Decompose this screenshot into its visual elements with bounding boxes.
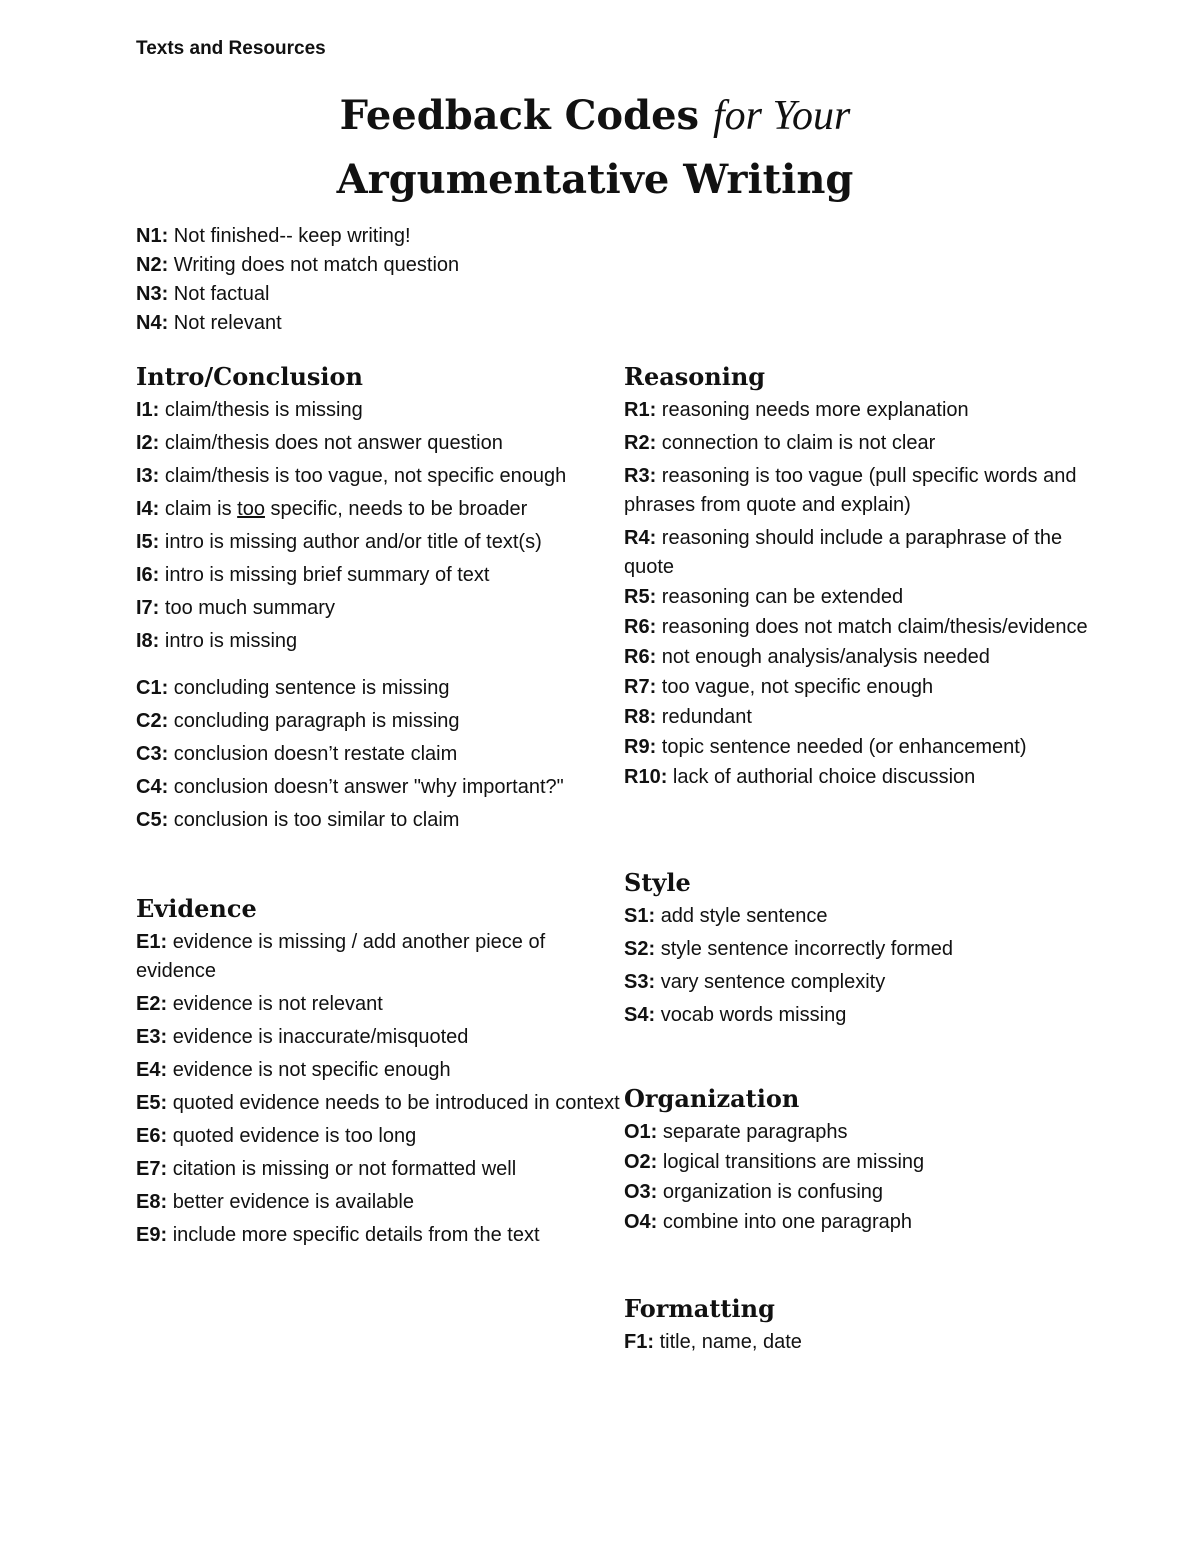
list-item: C4: conclusion doesn’t answer "why important?" (136, 776, 564, 798)
list-item: S3: vary sentence complexity (624, 971, 886, 993)
section-heading: Organization (624, 1084, 800, 1113)
list-item: R9: topic sentence needed (or enhancement) (624, 736, 1027, 758)
list-item: E2: evidence is not relevant (136, 993, 383, 1015)
list-item: N2: Writing does not match question (136, 254, 460, 276)
section-organization (624, 1084, 1114, 1238)
section-heading: Style (624, 868, 691, 897)
title-main: Feedback Codes (339, 92, 700, 139)
list-item: N4: Not relevant (136, 312, 282, 334)
section-evidence (136, 894, 626, 1254)
list-item: O2: logical transitions are missing (624, 1151, 925, 1173)
list-item: R2: connection to claim is not clear (624, 432, 936, 454)
list-item: F1: title, name, date (624, 1331, 802, 1353)
page-header: Texts and Resources (136, 38, 326, 59)
list-item: C5: conclusion is too similar to claim (136, 809, 460, 831)
section-heading: Intro/Conclusion (136, 362, 364, 391)
list-item: E8: better evidence is available (136, 1191, 414, 1213)
list-item: E7: citation is missing or not formatted well (136, 1158, 517, 1180)
right-column (624, 0, 1114, 1553)
list-item: E1: evidence is missing / add another piece of evidence (136, 931, 546, 982)
list-item: E3: evidence is inaccurate/misquoted (136, 1026, 469, 1048)
list-item: N1: Not finished-- keep writing! (136, 225, 411, 247)
list-item: C2: concluding paragraph is missing (136, 710, 460, 732)
list-item: S4: vocab words missing (624, 1004, 847, 1026)
list-item: I1: claim/thesis is missing (136, 399, 363, 421)
list-item: I7: too much summary (136, 597, 335, 619)
list-item: E6: quoted evidence is too long (136, 1125, 417, 1147)
list-item: R8: redundant (624, 706, 752, 728)
left-column (136, 0, 626, 1553)
list-item: I5: intro is missing author and/or title of text(s) (136, 531, 542, 553)
section-formatting (624, 1294, 1114, 1361)
list-item: R1: reasoning needs more explanation (624, 399, 969, 421)
list-item: E5: quoted evidence needs to be introduced in context (136, 1092, 620, 1114)
list-item: S2: style sentence incorrectly formed (624, 938, 954, 960)
section-intro-conclusion (136, 362, 626, 839)
list-item: I4: claim is too specific, needs to be broader (136, 498, 528, 520)
list-item: S1: add style sentence (624, 905, 828, 927)
list-item: I8: intro is missing (136, 630, 298, 652)
section-heading: Evidence (136, 894, 257, 923)
list-item: R3: reasoning is too vague (pull specific words and phrases from quote and explain) (624, 465, 1077, 516)
list-item: O1: separate paragraphs (624, 1121, 848, 1143)
list-item: O3: organization is confusing (624, 1181, 884, 1203)
list-item: R7: too vague, not specific enough (624, 676, 934, 698)
title-line-2: Argumentative Writing (336, 156, 854, 203)
title-accent: for Your (712, 93, 851, 139)
list-item: I3: claim/thesis is too vague, not specific enough (136, 465, 567, 487)
list-item: N3: Not factual (136, 283, 270, 305)
list-item: C3: conclusion doesn’t restate claim (136, 743, 458, 765)
section-heading: Reasoning (624, 362, 766, 391)
list-item: R6: reasoning does not match claim/thesis/evidence (624, 616, 1088, 638)
list-item: R4: reasoning should include a paraphrase of the quote (624, 527, 1063, 578)
list-item: O4: combine into one paragraph (624, 1211, 912, 1233)
list-item: R5: reasoning can be extended (624, 586, 904, 608)
section-reasoning (624, 362, 1114, 793)
list-item: R6: not enough analysis/analysis needed (624, 646, 990, 668)
list-item: I2: claim/thesis does not answer question (136, 432, 503, 454)
list-item: I6: intro is missing brief summary of text (136, 564, 490, 586)
section-heading: Formatting (624, 1294, 775, 1323)
list-item: C1: concluding sentence is missing (136, 677, 450, 699)
section-style (624, 868, 1114, 1034)
list-item: E9: include more specific details from the text (136, 1224, 540, 1246)
list-item: R10: lack of authorial choice discussion (624, 766, 976, 788)
list-item: E4: evidence is not specific enough (136, 1059, 451, 1081)
